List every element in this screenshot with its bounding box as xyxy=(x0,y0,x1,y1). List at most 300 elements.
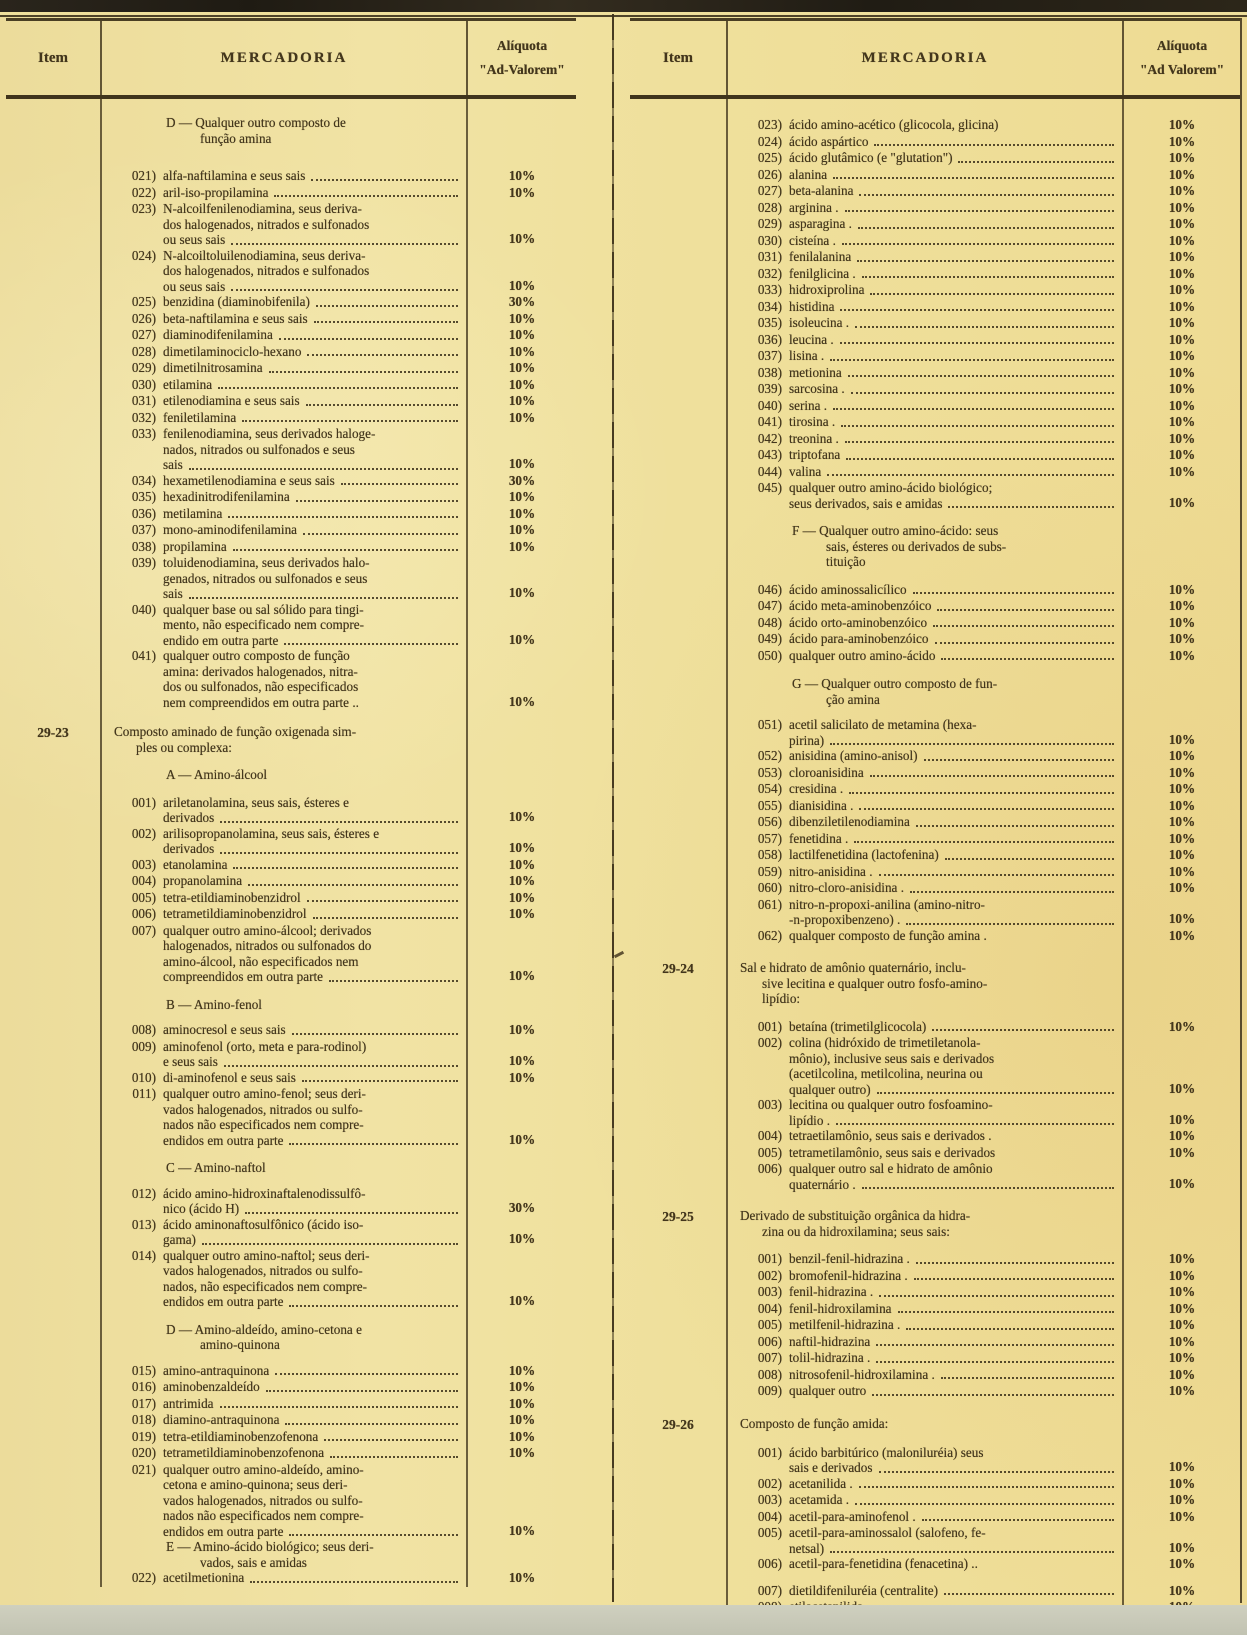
tariff-entry xyxy=(114,360,460,376)
entry-description xyxy=(163,1379,460,1395)
table-row xyxy=(6,767,576,783)
entry-number: 005) xyxy=(757,1317,782,1332)
entry-description-text: sarcosina . xyxy=(789,381,845,396)
item-number-cell xyxy=(6,601,100,602)
entry-description-line: colina (hidróxido de trimetiletanola- xyxy=(789,1035,981,1050)
rate-value: 10% xyxy=(508,522,536,537)
description-cell xyxy=(100,1012,468,1022)
rate-cell xyxy=(1124,447,1240,464)
rate-cell xyxy=(468,906,576,923)
dot-leader xyxy=(874,144,1114,146)
tariff-entry xyxy=(740,897,1116,928)
entry-description-text: diamino-antraquinona xyxy=(163,1412,280,1427)
entry-description xyxy=(789,216,1116,232)
entry-description xyxy=(789,1509,1116,1525)
dot-leader xyxy=(876,1344,1114,1346)
tariff-entry xyxy=(114,857,460,873)
item-number-cell xyxy=(6,1352,100,1353)
item-number-cell xyxy=(630,879,726,880)
rate-value: 10% xyxy=(1168,133,1196,149)
rate-cell xyxy=(468,114,576,115)
entry-description-text: metionina xyxy=(789,364,842,380)
description-cell xyxy=(726,1350,1124,1367)
entry-number: 004) xyxy=(757,1128,782,1143)
table-row xyxy=(630,615,1240,632)
item-number-cell xyxy=(630,569,726,570)
rate-value: 10% xyxy=(1168,598,1196,613)
rate-cell xyxy=(468,145,576,146)
entry-number: 032) xyxy=(131,409,156,425)
rate-value: 10% xyxy=(1168,1018,1196,1034)
entry-number: 006) xyxy=(131,906,156,921)
entry-description xyxy=(163,1570,460,1586)
dot-leader xyxy=(827,474,1114,476)
rate-cell xyxy=(1124,1459,1240,1476)
table-row xyxy=(6,1160,576,1176)
rate-cell xyxy=(468,1159,576,1160)
entry-description xyxy=(789,1583,1116,1599)
item-number-cell xyxy=(630,813,726,814)
entry-description xyxy=(163,1396,460,1412)
entry-description xyxy=(789,150,1116,166)
tariff-entry xyxy=(114,344,460,360)
section-heading-line: D — Amino-aldeído, amino-cetona e xyxy=(166,1321,362,1337)
entry-description-line: vados halogenados, nitrados ou sulfo- xyxy=(163,1101,363,1117)
entry-description xyxy=(163,1039,460,1070)
rate-cell xyxy=(1124,781,1240,798)
rate-value: 10% xyxy=(508,393,536,408)
entry-description-text: aminocresol e seus sais xyxy=(163,1022,286,1037)
item-number-cell xyxy=(6,488,100,489)
item-number-cell xyxy=(630,1333,726,1334)
description-cell xyxy=(726,928,1124,945)
entry-description xyxy=(789,134,1116,150)
item-number-cell xyxy=(6,905,100,906)
item-number-cell xyxy=(630,896,726,897)
rate-cell xyxy=(468,393,576,410)
table-row xyxy=(6,99,576,115)
item-number-cell xyxy=(630,675,726,676)
entry-description-line: mônio), inclusive seus sais e derivados xyxy=(789,1050,995,1066)
rate-cell xyxy=(468,1396,576,1413)
table-row xyxy=(630,249,1240,266)
entry-description-text: endido em outra parte xyxy=(163,632,279,648)
entry-number: 006) xyxy=(757,1333,782,1349)
rate-value: 10% xyxy=(508,360,536,375)
description-cell xyxy=(100,1445,468,1462)
item-number-cell xyxy=(6,392,100,393)
item-number-cell xyxy=(630,1191,726,1192)
item-number-cell xyxy=(630,1349,726,1350)
dot-leader xyxy=(289,1305,458,1307)
entry-description xyxy=(789,1525,1116,1556)
item-number-cell xyxy=(630,364,726,365)
entry-description-text: tirosina . xyxy=(789,414,836,429)
table-row xyxy=(630,928,1240,945)
rate-value: 10% xyxy=(1168,117,1196,132)
rate-value: 30% xyxy=(508,294,536,309)
rate-value: 10% xyxy=(508,1522,536,1538)
entry-description-text: ou seus sais xyxy=(163,232,226,247)
dot-leader xyxy=(228,516,458,518)
rate-value: 10% xyxy=(1168,494,1196,510)
entry-number: 013) xyxy=(131,1216,156,1232)
entry-description xyxy=(163,1445,460,1461)
table-row xyxy=(630,748,1240,765)
entry-description-text: nitrosofenil-hidroxilamina . xyxy=(789,1366,935,1382)
item-number-cell xyxy=(6,425,100,426)
tariff-entry xyxy=(740,216,1116,232)
rate-value: 30% xyxy=(508,1200,536,1215)
entry-description-text: fenetidina . xyxy=(789,830,849,846)
dot-leader xyxy=(857,260,1114,262)
dot-leader xyxy=(933,625,1114,627)
entry-number: 006) xyxy=(757,1556,782,1571)
description-cell xyxy=(100,648,468,710)
table-row xyxy=(6,1248,576,1310)
entry-description-lastline xyxy=(163,360,460,376)
table-row xyxy=(630,1400,1240,1416)
entry-description-lastline xyxy=(789,183,1116,199)
description-cell xyxy=(726,464,1124,481)
entry-description xyxy=(163,1462,460,1540)
entry-description xyxy=(789,1161,1116,1192)
entry-description-text: ou seus sais xyxy=(163,278,226,294)
entry-description-line: amino-álcool, não especificados nem xyxy=(163,953,359,969)
dot-leader xyxy=(851,392,1114,394)
rate-value: 10% xyxy=(1168,1475,1196,1491)
entry-description-lastline xyxy=(789,928,1116,944)
dot-leader xyxy=(220,821,458,823)
rate-cell xyxy=(1124,847,1240,864)
chapter-number: 29-25 xyxy=(662,1209,694,1224)
entry-description-text: dimetilaminociclo-hexano xyxy=(163,343,302,359)
tariff-entry xyxy=(114,555,460,602)
item-number-cell xyxy=(630,863,726,864)
rate-cell xyxy=(468,723,576,724)
table-row xyxy=(630,1416,1240,1433)
rate-cell xyxy=(1124,266,1240,283)
tariff-entry xyxy=(740,1317,1116,1333)
table-row xyxy=(630,831,1240,848)
entry-description xyxy=(163,1363,460,1379)
dot-leader xyxy=(242,420,458,422)
entry-description xyxy=(789,365,1116,381)
entry-description xyxy=(789,598,1116,614)
tariff-entry xyxy=(114,795,460,826)
rate-value: 10% xyxy=(508,1428,536,1444)
entry-description-lastline xyxy=(789,1082,1116,1098)
entry-description-lastline xyxy=(163,1201,460,1217)
entry-description-lastline xyxy=(789,733,1116,749)
entry-description-text: cresidina . xyxy=(789,781,844,796)
rate-cell xyxy=(468,1363,576,1380)
rate-value: 10% xyxy=(1168,166,1196,182)
table-row xyxy=(630,676,1240,707)
table-row xyxy=(6,146,576,168)
entry-description xyxy=(163,377,460,393)
table-row xyxy=(6,755,576,767)
table-row xyxy=(630,1035,1240,1097)
entry-number: 008) xyxy=(131,1022,156,1037)
dot-leader xyxy=(877,1092,1114,1094)
description-cell xyxy=(100,426,468,473)
table-row xyxy=(630,1367,1240,1384)
dot-leader xyxy=(307,900,458,902)
chapter-heading-line: sive lecitina e qualquer outro fosfo-amino- xyxy=(762,975,988,991)
dot-leader xyxy=(836,1123,1114,1125)
tariff-entry xyxy=(114,248,460,295)
item-number-cell xyxy=(6,1321,100,1322)
dot-leader xyxy=(303,533,458,535)
dot-leader xyxy=(202,1243,458,1245)
entry-number: 002) xyxy=(131,825,156,841)
description-cell xyxy=(726,676,1124,707)
chapter-heading xyxy=(740,1208,1116,1239)
entry-description xyxy=(789,1268,1116,1284)
description-cell xyxy=(726,1492,1124,1509)
rate-cell xyxy=(1124,332,1240,349)
rate-cell xyxy=(468,1379,576,1396)
description-cell xyxy=(100,294,468,311)
item-number-cell xyxy=(6,984,100,985)
entry-description xyxy=(789,414,1116,430)
item-number-cell xyxy=(630,630,726,631)
entry-description xyxy=(163,393,460,409)
rate-value: 10% xyxy=(508,409,536,425)
dot-leader xyxy=(879,874,1114,876)
description-cell xyxy=(100,99,468,115)
table-row xyxy=(6,602,576,649)
description-cell xyxy=(726,1007,1124,1019)
dot-leader xyxy=(945,858,1114,860)
table-row xyxy=(630,1350,1240,1367)
table-row xyxy=(6,890,576,907)
rate-cell xyxy=(1124,464,1240,481)
entry-description-text: metilfenil-hidrazina . xyxy=(789,1317,901,1332)
item-number-cell xyxy=(6,200,100,201)
rate-cell xyxy=(1124,117,1240,134)
table-row xyxy=(630,1097,1240,1128)
table-row xyxy=(630,447,1240,464)
entry-number: 021) xyxy=(131,168,156,183)
dot-leader xyxy=(220,852,458,854)
entry-description-lastline xyxy=(789,348,1116,364)
rate-cell xyxy=(1124,648,1240,665)
item-number-cell xyxy=(630,1508,726,1509)
column-header-item: Item xyxy=(663,49,693,66)
rate-cell xyxy=(1124,1432,1240,1433)
entry-number: 036) xyxy=(757,331,782,347)
tariff-entry xyxy=(740,299,1116,315)
dot-leader xyxy=(274,195,458,197)
entry-description-lastline xyxy=(163,168,460,184)
item-number-cell xyxy=(6,1428,100,1429)
description-cell xyxy=(726,615,1124,632)
entry-description-line: ácido aminonaftosulfônico (ácido iso- xyxy=(163,1216,364,1232)
rate-value: 10% xyxy=(1168,331,1196,347)
entry-description-lastline xyxy=(163,506,460,522)
entry-description-text: quaternário . xyxy=(789,1176,856,1192)
section-heading-line: função amina xyxy=(200,130,272,146)
rate-cell xyxy=(1124,299,1240,316)
entry-description xyxy=(789,282,1116,298)
table-row xyxy=(6,997,576,1013)
entry-description-line: lecitina ou qualquer outro fosfoamino- xyxy=(789,1097,993,1112)
entry-description xyxy=(789,615,1116,631)
entry-number: 028) xyxy=(757,199,782,215)
table-row xyxy=(6,1396,576,1413)
table-row xyxy=(630,1334,1240,1351)
description-cell xyxy=(100,1379,468,1396)
entry-description-text: anisidina (amino-anisol) xyxy=(789,748,918,763)
table-row xyxy=(630,398,1240,415)
tariff-entry xyxy=(740,1301,1116,1317)
dot-leader xyxy=(906,1328,1114,1330)
table-row xyxy=(630,1445,1240,1476)
entry-description-line: vados halogenados, nitrados ou sulfo- xyxy=(163,1492,363,1508)
dot-leader xyxy=(948,506,1114,508)
item-number-cell xyxy=(6,1309,100,1310)
tariff-entry xyxy=(740,1383,1116,1399)
table-row xyxy=(630,1525,1240,1556)
description-cell xyxy=(100,1462,468,1540)
dot-leader xyxy=(341,483,458,485)
rate-cell xyxy=(1124,1509,1240,1526)
description-cell xyxy=(726,447,1124,464)
description-cell xyxy=(726,1583,1124,1600)
item-number-cell xyxy=(630,1018,726,1019)
entry-description-lastline xyxy=(789,847,1116,863)
item-number-cell xyxy=(630,133,726,134)
item-number-cell xyxy=(630,232,726,233)
item-number-cell xyxy=(630,510,726,511)
entry-description-lastline xyxy=(789,1334,1116,1350)
table-row xyxy=(630,648,1240,665)
entry-description-text: ácido amino-acético (glicocola, glicina) xyxy=(789,117,999,132)
entry-description-text: gama) xyxy=(163,1232,196,1247)
entry-description-lastline xyxy=(789,117,1116,133)
entry-description-text: acetil-para-fenetidina (fenacetina) .. xyxy=(789,1556,978,1571)
table-row xyxy=(630,1492,1240,1509)
section-heading xyxy=(114,115,460,146)
item-number-cell xyxy=(630,265,726,266)
item-number-cell xyxy=(6,996,100,997)
tariff-entry xyxy=(740,1525,1116,1556)
margin-mark xyxy=(614,951,624,958)
item-number-cell xyxy=(630,764,726,765)
dot-leader xyxy=(840,342,1114,344)
entry-description xyxy=(163,311,460,327)
entry-number: 062) xyxy=(757,927,782,943)
description-cell xyxy=(726,1019,1124,1036)
description-cell xyxy=(726,707,1124,717)
rate-cell xyxy=(1124,1238,1240,1239)
entry-number: 060) xyxy=(757,880,782,895)
rate-cell xyxy=(1124,1492,1240,1509)
table-row xyxy=(630,1573,1240,1583)
rate-value: 10% xyxy=(508,1131,536,1147)
tariff-entry xyxy=(740,464,1116,480)
description-cell xyxy=(100,1217,468,1248)
entry-description xyxy=(789,117,1116,133)
entry-description-line: fenilenodiamina, seus derivados haloge- xyxy=(163,426,376,441)
entry-number: 007) xyxy=(131,922,156,938)
table-row xyxy=(6,1039,576,1070)
entry-description xyxy=(789,1334,1116,1350)
entry-description xyxy=(789,814,1116,830)
description-cell xyxy=(726,582,1124,599)
item-number-cell xyxy=(6,872,100,873)
item-number-cell xyxy=(630,314,726,315)
entry-description-text: di-aminofenol e seus sais xyxy=(163,1069,296,1085)
rate-cell xyxy=(468,456,576,473)
dot-leader xyxy=(296,500,458,502)
tariff-entry xyxy=(740,717,1116,748)
entry-description-line: vados halogenados, nitrados ou sulfo- xyxy=(163,1263,363,1278)
table-row xyxy=(6,1217,576,1248)
item-number-cell xyxy=(6,1159,100,1160)
entry-description xyxy=(163,410,460,426)
rate-cell xyxy=(468,1132,576,1149)
item-number-cell xyxy=(6,856,100,857)
entry-number: 024) xyxy=(131,247,156,263)
table-row xyxy=(630,233,1240,250)
item-number-cell xyxy=(630,149,726,150)
entry-description-lastline xyxy=(163,1445,460,1461)
item-number-cell xyxy=(630,780,726,781)
entry-number: 049) xyxy=(757,631,782,646)
tariff-entry xyxy=(114,602,460,649)
table-row xyxy=(6,393,576,410)
rate-cell xyxy=(468,489,576,506)
entry-description-lastline xyxy=(163,1524,460,1540)
entry-number: 025) xyxy=(757,150,782,165)
entry-description-text: dietildifeniluréia (centralite) xyxy=(789,1582,939,1598)
chapter-heading-line: lipídio: xyxy=(762,991,801,1006)
entry-description-text: e seus sais xyxy=(163,1054,218,1069)
entry-number: 022) xyxy=(131,1570,156,1585)
dot-leader xyxy=(958,161,1114,163)
item-number-cell xyxy=(630,1382,726,1383)
entry-description xyxy=(163,795,460,826)
description-cell xyxy=(100,1310,468,1322)
chapter-number: 29-24 xyxy=(662,961,694,976)
entry-number: 051) xyxy=(757,717,782,732)
entry-description-line: acetil-para-aminossalol (salofeno, fe- xyxy=(789,1525,986,1540)
section-heading-line: C — Amino-naftol xyxy=(166,1160,266,1175)
tariff-entry xyxy=(740,1476,1116,1492)
entry-number: 041) xyxy=(757,414,782,429)
entry-description xyxy=(163,506,460,522)
rate-cell xyxy=(1124,1207,1240,1208)
entry-description-text: nitro-anisidina . xyxy=(789,863,873,879)
entry-number: 044) xyxy=(757,463,782,479)
entry-number: 005) xyxy=(757,1525,782,1540)
dot-leader xyxy=(313,917,458,919)
entry-number: 056) xyxy=(757,814,782,829)
rate-value: 10% xyxy=(508,631,536,647)
entry-description-text: sais e derivados xyxy=(789,1460,873,1475)
chapter-number: 29-23 xyxy=(37,725,69,740)
entry-number: 018) xyxy=(131,1412,156,1427)
tariff-entry xyxy=(740,249,1116,265)
entry-description xyxy=(789,266,1116,282)
entry-description-lastline xyxy=(163,586,460,602)
table-row xyxy=(630,864,1240,881)
description-cell xyxy=(726,117,1124,134)
rate-value: 10% xyxy=(1168,647,1196,663)
